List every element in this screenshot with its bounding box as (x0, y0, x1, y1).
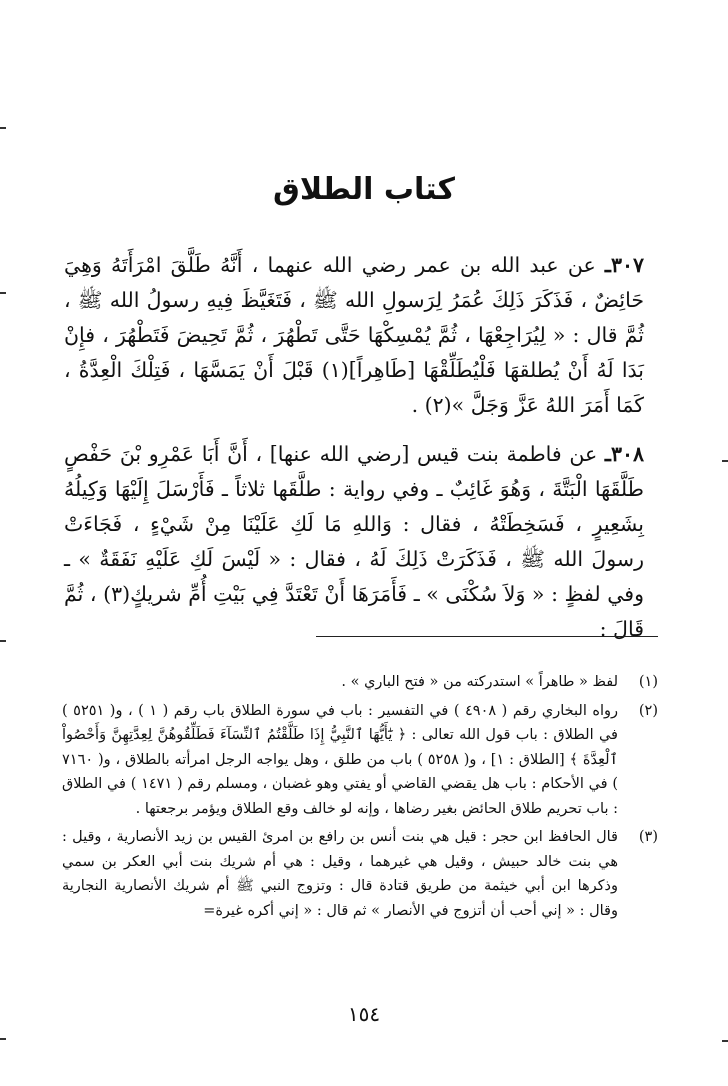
footnote-2 (62, 699, 658, 822)
footnote-text: لفظ « طاهراً » استدركته من « فتح الباري » . (341, 674, 618, 690)
hadith-text: عن فاطمة بنت قيس [رضي الله عنها] ، أَنَّ أَبَا عَمْرِو بْنَ حَفْصٍ طَلَّقَهَا الْبَتَّةَ ، وَهُوَ غَائِبٌ ـ وفي رواية : طلَّقَها ثلاثاً ـ فَأَرْسَلَ إِلَيْهَا وَكِيلُهُ بِشَعِيرٍ ، فَسَخِطَتْهُ ، فقال : وَاللهِ مَا لَكِ عَلَيْنَا مِنْ شَيْءٍ ، فَجَاءَتْ رسولَ الله ﷺ ، فَذَكَرَتْ ذَلِكَ لَهُ ، فقال : « لَيْسَ لَكِ عَلَيْهِ نَفَقَةٌ » ـ وفي لفظٍ : « وَلاَ سُكْنَى » ـ فَأَمَرَهَا أَنْ تَعْتَدَّ فِي بَيْتِ أُمِّ شريكٍ(٣) ، ثُمَّ قَالَ : (64, 442, 644, 641)
scan-edge-mark (0, 1038, 6, 1040)
hadith-number: ٣٠٨ـ (604, 442, 644, 466)
main-text (64, 248, 644, 661)
footnotes (62, 670, 658, 927)
scan-edge-mark (722, 1040, 728, 1042)
footnote-separator (316, 636, 658, 637)
footnote-number: (٣) (638, 829, 658, 845)
hadith-307 (64, 248, 644, 423)
footnote-1 (62, 670, 658, 695)
footnote-number: (٢) (638, 702, 658, 719)
chapter-title: كتاب الطلاق (273, 172, 455, 207)
footnote-text: قال الحافظ ابن حجر : قيل هي بنت أنس بن رافع بن امرئ القيس بن زيد الأنصارية ، وقيل : هي بنت خالد حبيش ، وقيل هي غيرهما ، وقيل : هي أم شريك بنت أبي العكر بن سمي وذكرها ابن أبي خيثمة من طريق قتادة قال : وتزوج النبي ﷺ أم شريك الأنصارية النجارية وقال : « إني أحب أن أتزوج في الأنصار » ثم قال : « إني أكره غيرة= (62, 829, 618, 919)
footnote-text: رواه البخاري رقم ( ٤٩٠٨ ) في التفسير : باب في سورة الطلاق باب رقم ( ١ ) ، و( ٥٢٥١ ) في الطلاق : باب قول الله تعالى : ﴿ يَٰٓأَيُّهَا ٱلنَّبِيُّ إِذَا طَلَّقْتُمُ ٱلنِّسَآءَ فَطَلِّقُوهُنَّ لِعِدَّتِهِنَّ وَأَحْصُواْ ٱلْعِدَّةَ ﴾ [الطلاق : ١] ، و( ٥٢٥٨ ) باب من طلق ، وهل يواجه الرجل امرأته بالطلاق ، و( ٧١٦٠ ) في الأحكام : باب هل يقضي القاضي أو يفتي وهو غضبان ، ومسلم رقم ( ١٤٧١ ) في الطلاق : باب تحريم طلاق الحائض بغير رضاها ، وإنه لو خالف وقع الطلاق ويؤمر برجعتها . (62, 702, 619, 817)
hadith-number: ٣٠٧ـ (604, 253, 644, 277)
footnote-number: (١) (638, 674, 658, 690)
page-number: ١٥٤ (347, 1002, 381, 1026)
scan-edge-mark (0, 640, 6, 642)
scan-edge-mark (0, 127, 6, 129)
scan-edge-mark (0, 292, 6, 294)
scan-edge-mark (722, 460, 728, 462)
hadith-text: عن عبد الله بن عمر رضي الله عنهما ، أَنَّهُ طَلَّقَ امْرَأَتَهُ وَهِيَ حَائِضٌ ، فَذَكَرَ ذَلِكَ عُمَرُ لِرَسولِ الله ﷺ ، فَتَغَيَّظَ فِيهِ رسولُ الله ﷺ ، ثُمَّ قال : « لِيُرَاجِعْهَا ، ثُمَّ يُمْسِكْهَا حَتَّى تَطْهُرَ ، ثُمَّ تَحِيضَ فَتَطْهُرَ ، فإِنْ بَدَا لَهُ أَنْ يُطلقهَا فَلْيُطَلِّقْهَا [طَاهِراً](١) قَبْلَ أَنْ يَمَسَّهَا ، فَتِلْكَ الْعِدَّةُ ، كَمَا أَمَرَ اللهُ عَزَّ وَجَلَّ »(٢) . (64, 253, 644, 417)
hadith-308 (64, 437, 644, 647)
footnote-3 (62, 825, 658, 923)
